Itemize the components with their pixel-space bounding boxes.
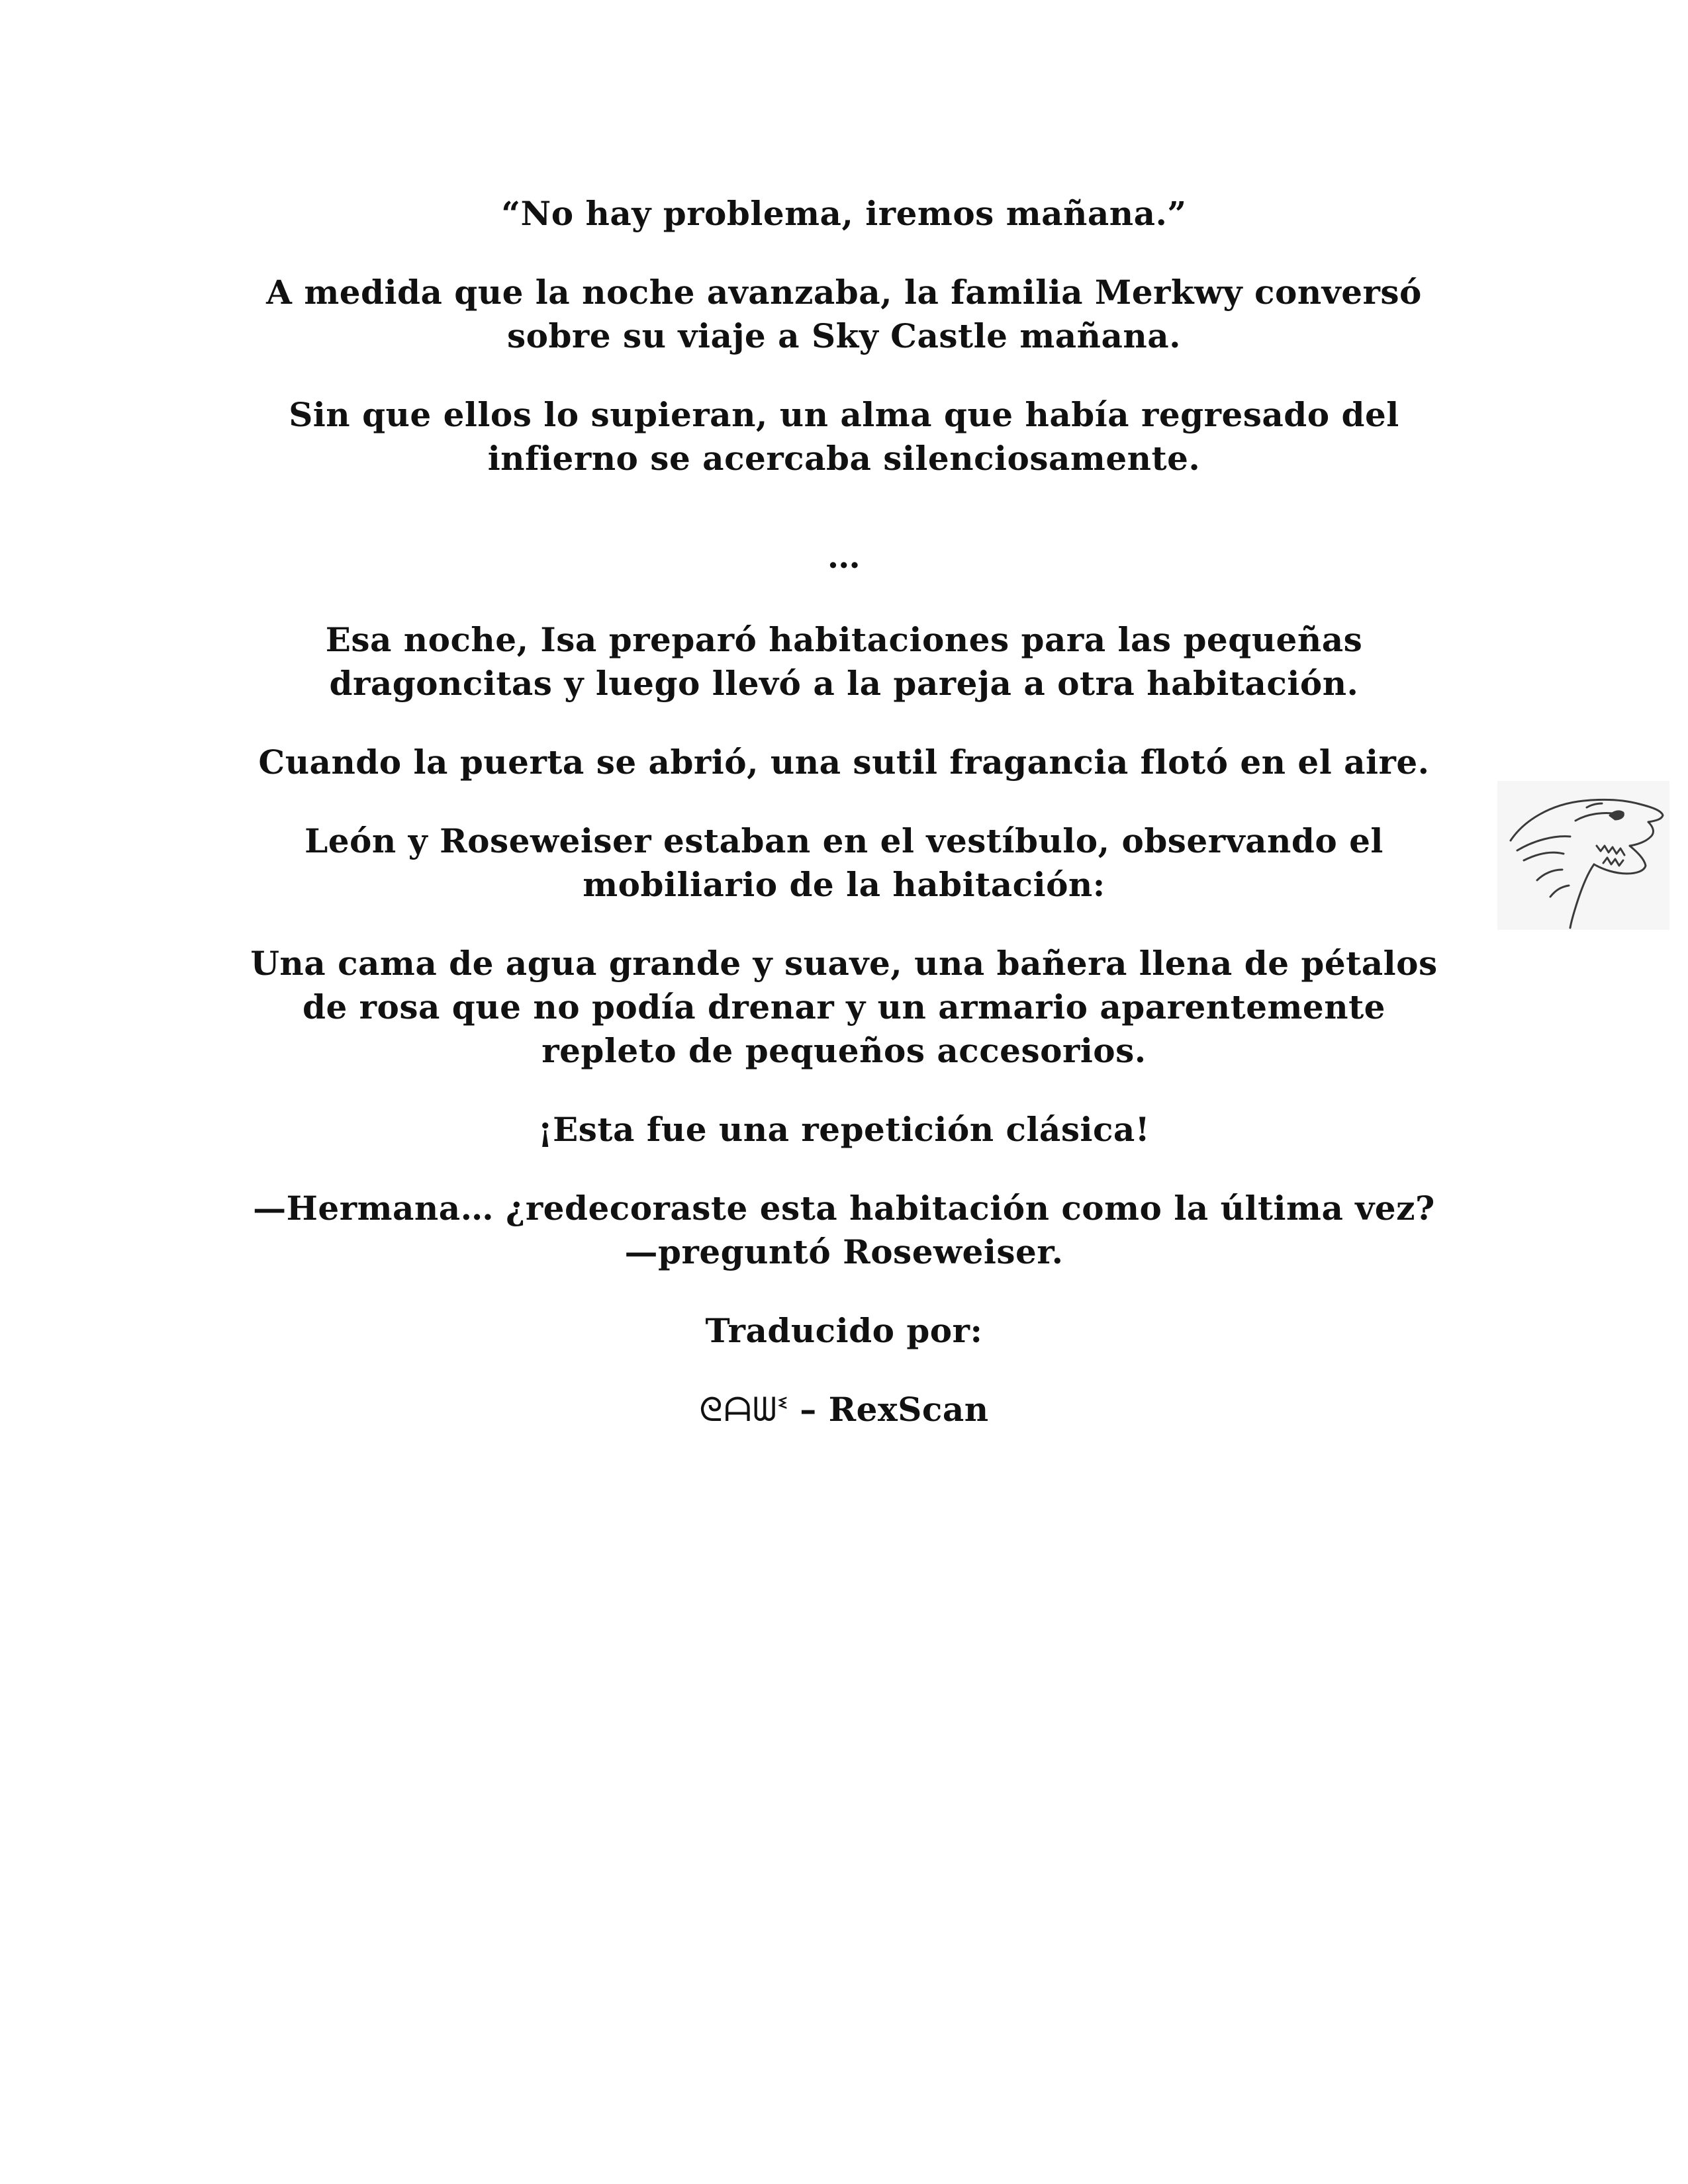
paragraph-line: Sin que ellos lo supieran, un alma que había regresado del xyxy=(289,395,1399,434)
paragraph-line: A medida que la noche avanzaba, la familia Merkwy conversó xyxy=(266,273,1422,312)
group-name: RexScan xyxy=(828,1390,989,1429)
paragraph-line: —preguntó Roseweiser. xyxy=(624,1232,1064,1271)
scene-break-ellipsis: … xyxy=(827,537,861,576)
credits-heading-text: Traducido por: xyxy=(705,1311,983,1350)
credits xyxy=(218,1388,1470,1432)
paragraph-line: Una cama de agua grande y suave, una bañera llena de pétalos xyxy=(250,944,1438,983)
paragraph-8 xyxy=(218,1108,1470,1152)
paragraph-5 xyxy=(218,741,1470,784)
paragraph-6 xyxy=(218,819,1470,907)
paragraph-line: de rosa que no podía drenar y un armario aparentemente xyxy=(302,987,1385,1026)
credits-separator: – xyxy=(788,1390,829,1429)
dinosaur-head-icon xyxy=(1497,781,1669,930)
credits-line xyxy=(218,1388,1470,1432)
paragraph-2 xyxy=(218,271,1470,358)
translator-name: ᘓᗩᗯᓫ xyxy=(699,1390,788,1429)
paragraph-line: —Hermana… ¿redecoraste esta habitación como la última vez? xyxy=(253,1189,1435,1228)
paragraph-line: Cuando la puerta se abrió, una sutil fragancia flotó en el aire. xyxy=(258,743,1430,782)
story-text xyxy=(218,192,1470,1432)
scene-break xyxy=(218,535,1470,578)
paragraph-line: repleto de pequeños accesorios. xyxy=(541,1031,1147,1070)
paragraph-1 xyxy=(218,192,1470,236)
paragraph-line: ¡Esta fue una repetición clásica! xyxy=(538,1110,1150,1149)
paragraph-line: infierno se acercaba silenciosamente. xyxy=(487,439,1201,478)
paragraph-4 xyxy=(218,618,1470,705)
paragraph-3 xyxy=(218,393,1470,480)
paragraph-line: dragoncitas y luego llevó a la pareja a otra habitación. xyxy=(329,664,1359,703)
paragraph-line: “No hay problema, iremos mañana.” xyxy=(501,194,1187,233)
paragraph-9 xyxy=(218,1187,1470,1274)
paragraph-line: mobiliario de la habitación: xyxy=(583,865,1105,904)
paragraph-7 xyxy=(218,942,1470,1073)
credits-heading xyxy=(218,1309,1470,1353)
paragraph-line: León y Roseweiser estaban en el vestíbulo, observando el xyxy=(305,821,1383,860)
paragraph-line: sobre su viaje a Sky Castle mañana. xyxy=(506,316,1182,355)
paragraph-line: Esa noche, Isa preparó habitaciones para las pequeñas xyxy=(325,620,1363,659)
